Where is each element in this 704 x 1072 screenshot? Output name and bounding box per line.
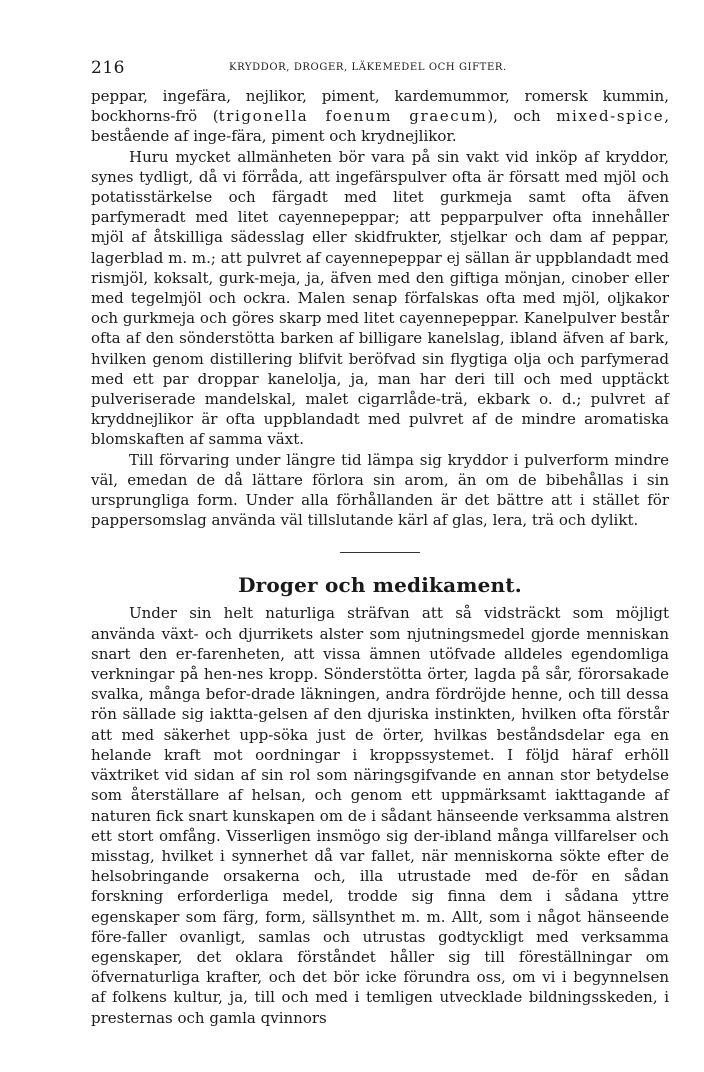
latin-name: trigonella foenum graecum (218, 107, 488, 126)
paragraph-drugs: Under sin helt naturliga sträfvan att så vidsträckt som möjligt använda växt- och djurrikets alster som njutningsmedel gjorde menniskan snart den er-farenheten, att vissa ämnen utöfvade alldeles egendomliga verkningar på hen-nes kropp. Sönderstötta örter, lagda på sår, förorsakade svalka, många befor-drade läkningen, andra fördröjde henne, och till dessa rön sällade sig iakttа-gelsen af den djuriska instinkten, hvilken ofta förstår att med säkerhet upp-söka just de örter, hvilkas beståndsdelar ega en helande kraft mot oordningar i kroppssystemet. I följd häraf erhöll växtriket vid sidan af sin rol som näringsgifvande en annan stor betydelse som återställare af helsan, och genom ett uppmärksamt iakttagande af naturen fick snart kunskapen om de i sådant hänseende verksamma alstren ett stort omfång. Visserligen insmögo sig der-ibland många villfarelser och misstag, hvilket i synnerhet då var fallet, när menniskorna sökte efter de helsobringande orsakerna och, illa utrustade med de-för en sådan forskning erforderliga medel, trodde sig finna dem i sådana yttre egenskaper som färg, form, sällsynthet m. m. Allt, som i något hänseende före-faller ovanligt, samlas och utrustas godtyckligt med verksamma egenskaper, det oklara förståndet håller sig till föreställningar om öfvernaturliga krafter, och det bör icke förundra oss, om vi i begynnelsen af folkens kultur, ja, till och med i temligen utvecklade bildningsskeden, i presternas och gamla qvinnors (91, 604, 669, 1027)
paragraph-spice-list-lead: peppar, ingefära, nejlikor, piment, kardemummor, romersk kummin, bockhorns-frö ( (91, 87, 669, 126)
paragraph-spice-list (91, 86, 669, 147)
book-page (91, 58, 669, 1028)
english-term: mixed-spice (556, 107, 665, 126)
section-title: Droger och medikament. (238, 573, 522, 598)
paragraph-spice-list-mid: ), och (487, 107, 557, 126)
paragraph-adulteration: Huru mycket allmänheten bör vara på sin vakt vid inköp af kryddor, synes tydligt, då vi förråda, att ingefärspulver ofta är försatt med mjöl och potatisstärkelse och färgadt med litet gurkmeja samt ofta äfven parfymeradt med litet cayennepeppar; att pepparpulver ofta innehåller mjöl af åtskilliga sädesslag eller skidfrukter, stjelkar och dam af peppar, lagerblad m. m.; att pulvret af cayennepeppar ej sällan är uppblandadt med rismjöl, koksalt, gurk-meja, ja, äfven med den giftiga mönjan, cinober eller med tegelmjöl och ockra. Malen senap förfalskas ofta med mjöl, oljkakor och gurkmeja och göres skarp med litet cayennepeppar. Kanelpulver består ofta af den sönderstötta barken af billigare kanelslag, ibland äfven af bark, hvilken genom distillering blifvit beröfvad sin flygtiga olja och parfymerad med ett par droppar kanelolja, ja, man har deri till och med upptäckt pulveriserade mandelskal, malet cigarrlåde-trä, ekbark o. d.; pulvret af kryddnejlikor är ofta uppblandadt med pulvret af de mindre aromatiska blomskaften af samma växt. (91, 147, 669, 449)
paragraph-spice-list-tail: , bestående af inge-fära, piment och krydnejlikor. (91, 107, 669, 146)
running-head: KRYDDOR, DROGER, LÄKEMEDEL OCH GIFTER. (229, 62, 507, 73)
section-divider (340, 552, 420, 553)
page-header (91, 58, 669, 80)
page-number: 216 (91, 58, 125, 78)
paragraph-storage: Till förvaring under längre tid lämpa sig kryddor i pulverform mindre väl, emedan de då lättare förlora sin arom, än om de bibehållas i sin ursprungliga form. Under alla förhållanden är det bättre att i stället för pappersomslag använda väl tillslutande kärl af glas, lera, trä och dylikt. (91, 450, 669, 530)
